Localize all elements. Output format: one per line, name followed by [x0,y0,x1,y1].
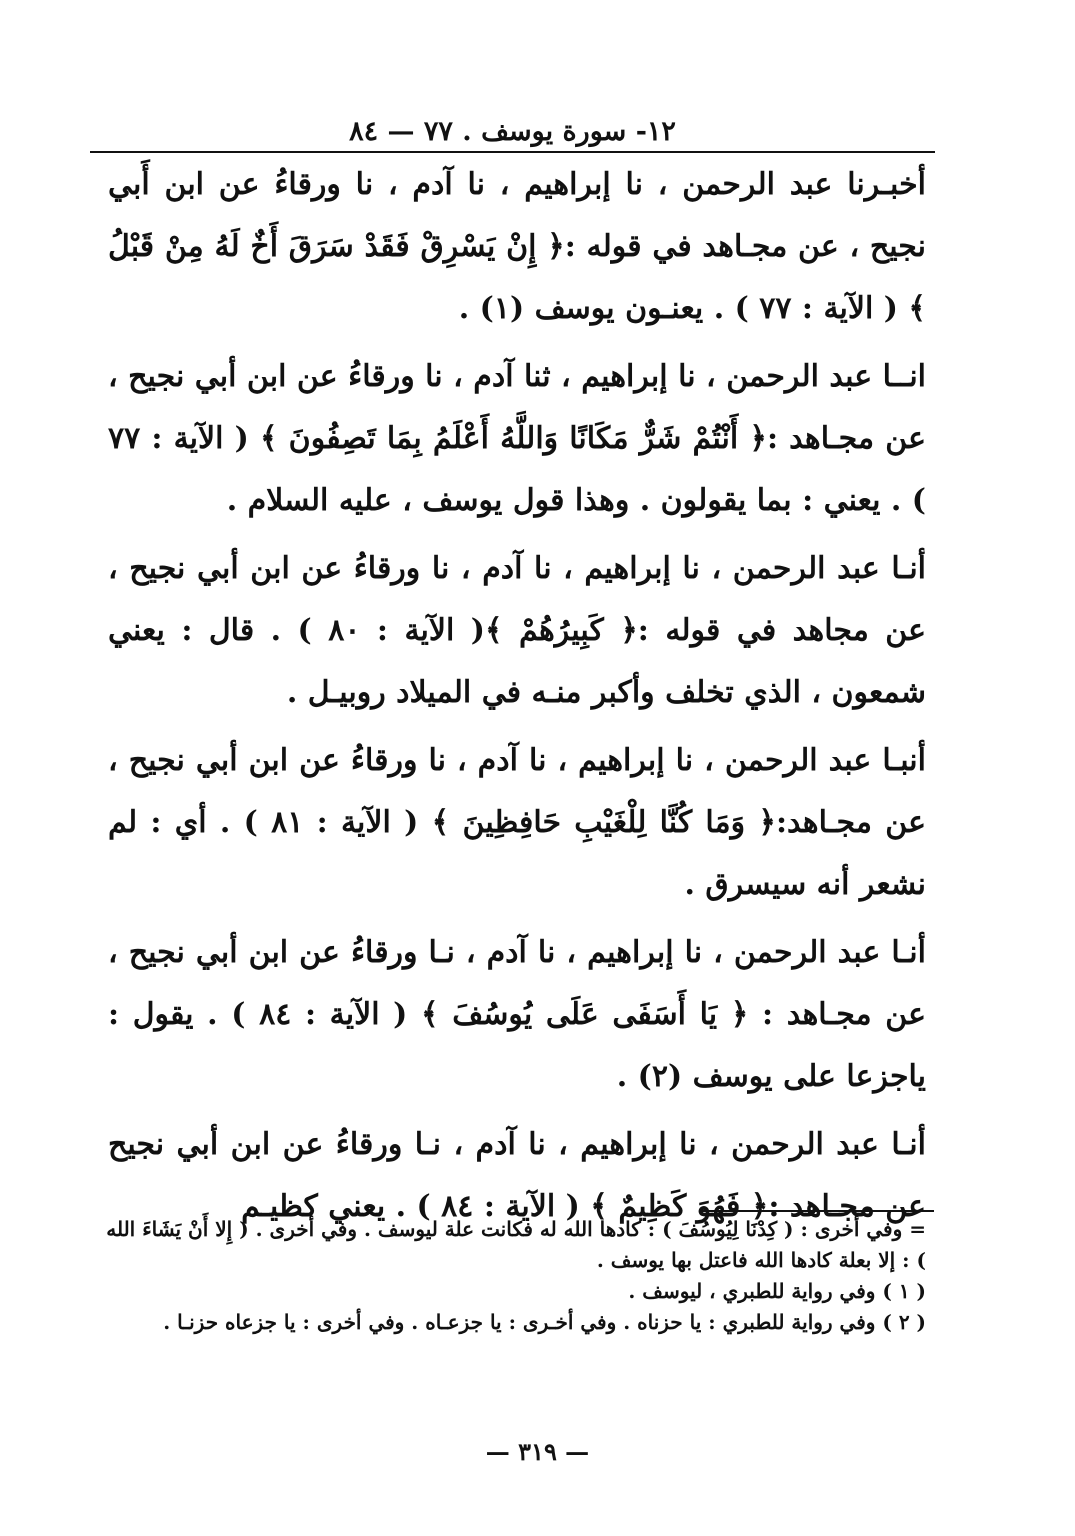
footnote-rule [702,1210,934,1212]
paragraph-2: انــا عبد الرحمن ، نا إبراهيم ، ثنا آدم ، نا ورقاءُ عن ابن أبي نجيح ، عن مجـاهد :﴿ أَنْتُمْ شَرٌّ مَكَانًا وَاللَّهُ أَعْلَمُ بِمَا تَصِفُونَ ﴾ ( الآية : ٧٧ ) . يعني : بما يقولون . وهذا قول يوسف ، عليه السلام . [108,359,926,518]
paragraph-4: أنبـا عبد الرحمن ، نا إبراهيم ، نا آدم ، نا ورقاءُ عن ابن أبي نجيح ، عن مجـاهد:﴿ وَمَا كُنَّا لِلْغَيْبِ حَافِظِينَ ﴾ ( الآية : ٨١ ) . أي : لم نشعر أنه سيسرق . [108,743,926,902]
paragraph-6: أنـا عبد الرحمن ، نا إبراهيم ، نا آدم ، نـا ورقاءُ عن ابن أبي نجيح عن مجـاهد :﴿ فَهُوَ كَظِيمٌ ﴾ ( الآية : ٨٤ ) . يعني كظيـم [108,1127,926,1224]
footnotes [100,1214,926,1338]
body-text [108,154,926,1244]
running-header: ١٢- سورة يوسف . ٧٧ — ٨٤ [349,116,676,147]
paragraph-1: أخبـرنا عبد الرحمن ، نا إبراهيم ، نا آدم ، نا ورقاءُ عن ابن أَبي نجيح ، عن مجـاهد في قوله :﴿ إِنْ يَسْرِقْ فَقَدْ سَرَقَ أَخٌ لَهُ مِنْ قَبْلُ ﴾ ( الآية : ٧٧ ) . يعنـون يوسف (١) . [108,167,926,326]
page-number: — ٣١٩ — [485,1437,590,1466]
footnote-1: ( ١ ) وفي رواية للطبري ، ليوسف . [628,1279,926,1303]
header-rule [90,151,935,153]
paragraph-3: أنـا عبد الرحمن ، نا إبراهيم ، نا آدم ، نا ورقاءُ عن ابن أبي نجيح ، عن مجاهد في قوله :﴿ كَبِيرُهُمْ ﴾( الآية : ٨٠ ) . قال : يعني شمعون ، الذي تخلف وأكبر منـه في الميلاد روبيـل . [108,551,926,710]
footnote-2: ( ٢ ) وفي رواية للطبري : يا حزناه . وفي أخـرى : يا جزعـاه . وفي أخرى : يا جزعاه حزنـا . [163,1310,926,1334]
paragraph-5: أنـا عبد الرحمن ، نا إبراهيم ، نا آدم ، نـا ورقاءُ عن ابن أبي نجيح ، عن مجـاهد : ﴿ يَا أَسَفَى عَلَى يُوسُفَ ﴾ ( الآية : ٨٤ ) . يقول : ياجزعا على يوسف (٢) . [108,935,926,1094]
footnote-continued: = وفي أخرى : ( كِدْنَا لِيُوسُفَ ) : كادها الله له فكانت علة ليوسف . وفي أخرى . ( إِلا أَنْ يَشَاءَ الله ) : إلا بعلة كادها الله فاعتل بها يوسف . [106,1217,926,1272]
